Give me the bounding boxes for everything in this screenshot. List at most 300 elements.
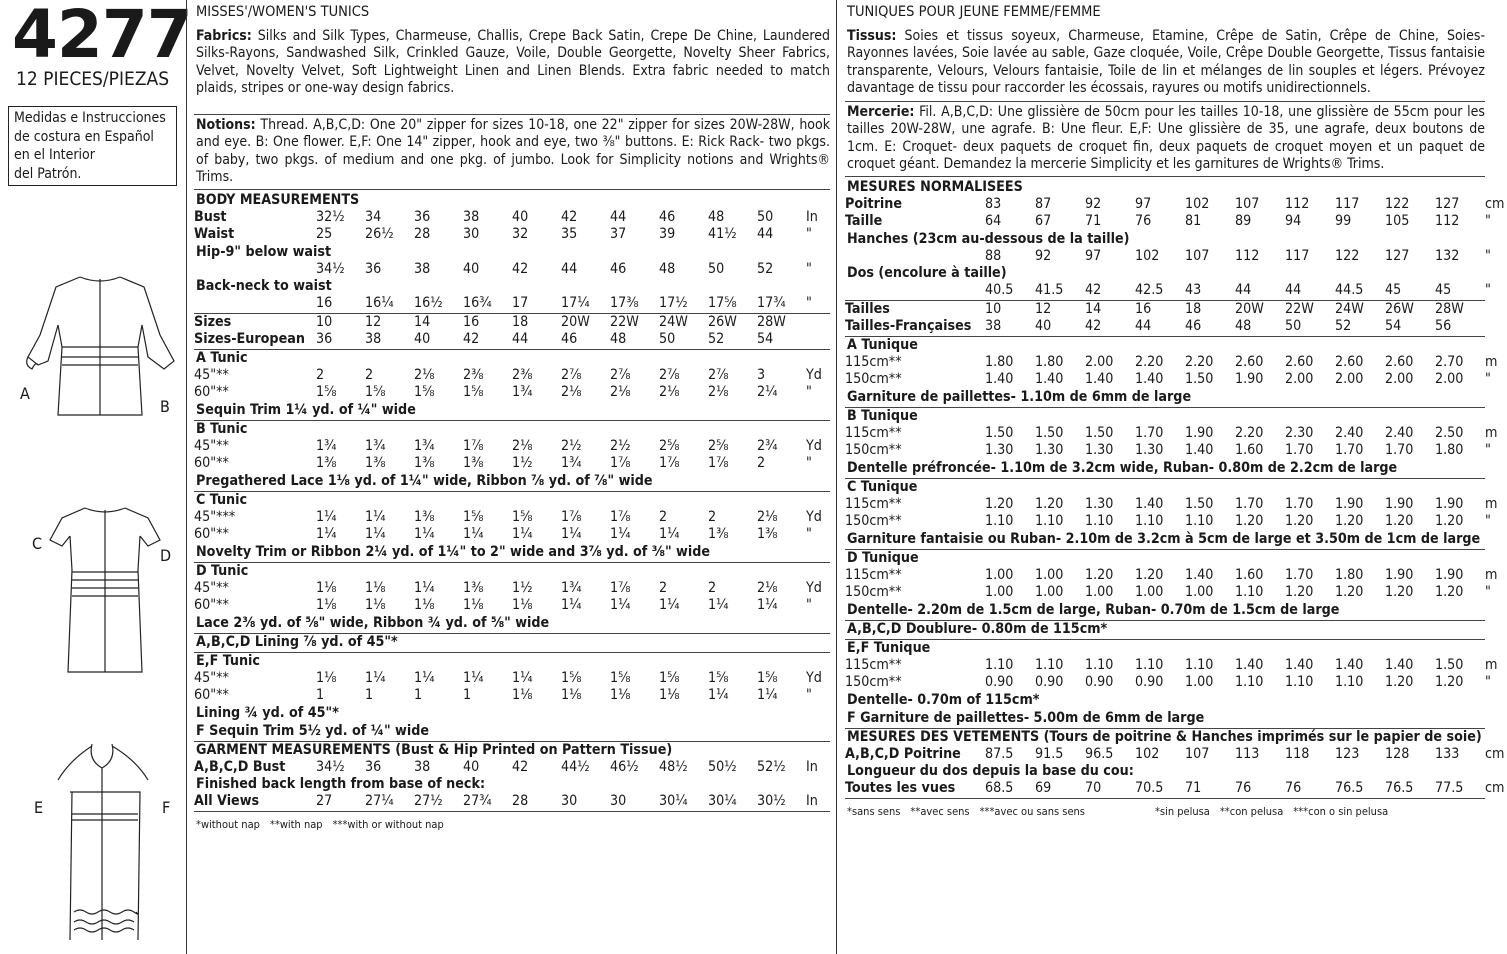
garment-bust-row (845, 745, 1505, 764)
value-cell: 1¼ (757, 597, 778, 614)
footnotes (845, 805, 1485, 818)
value-cell: 117 (1335, 195, 1360, 212)
value-cell: 99 (1335, 213, 1352, 230)
view-b-trim-note: Pregathered Lace 1⅛ yd. of 1¼" wide, Ribbon ⅞ yd. of ⅞" wide (196, 472, 653, 489)
value-cell: 1¼ (610, 597, 631, 614)
hip-heading: Hanches (23cm au-dessous de la taille) (847, 230, 1130, 247)
value-cell: 1¼ (512, 526, 533, 543)
value-cell: 1½ (512, 455, 533, 472)
row-label: 60"** (194, 455, 229, 472)
divider (845, 176, 1485, 177)
value-cell: 1⅝ (610, 669, 631, 686)
sizes-european-row (845, 318, 1485, 336)
sketch-ab-back-view (18, 265, 183, 430)
value-cell: 102 (1135, 247, 1160, 264)
footnote: **avec sens (910, 804, 970, 818)
value-cell: 1.40 (1085, 371, 1114, 388)
view-a-trim-note: Garniture de paillettes- 1.10m de 6mm de large (847, 388, 1192, 405)
english-column (194, 0, 830, 831)
view-ef-lining-note: Dentelle- 0.70m of 115cm* (847, 691, 1040, 708)
value-cell: 48½ (659, 758, 688, 775)
value-cell: 30 (610, 793, 627, 810)
value-cell: 1.90 (1235, 371, 1264, 388)
value-cell: 1.20 (985, 495, 1014, 512)
value-cell: 128 (1385, 745, 1410, 762)
value-cell: 46½ (610, 758, 639, 775)
value-cell: 2.00 (1335, 371, 1364, 388)
value-cell: 1.00 (1035, 566, 1064, 583)
spanish-line: del Patrón. (14, 165, 82, 182)
value-cell: 2⅞ (610, 366, 631, 383)
value-cell: 133 (1435, 745, 1460, 762)
view-ef-yardage-row-1 (845, 656, 1498, 675)
value-cell: 1.80 (1335, 566, 1364, 583)
value-cell: 71 (1085, 213, 1102, 230)
value-cell: 44 (757, 226, 774, 243)
value-cell: 2 (757, 455, 766, 472)
value-cell: 97 (1135, 195, 1152, 212)
unit-cell: " (806, 687, 812, 704)
unit-cell: m (1485, 656, 1498, 673)
spanish-line: en el Interior (14, 147, 95, 164)
value-cell: 1.20 (1085, 566, 1114, 583)
sketch-ef-back-view (40, 740, 170, 940)
value-cell: 1.70 (1385, 442, 1414, 459)
value-cell: 52 (1335, 318, 1352, 335)
view-label-e: E (34, 798, 44, 817)
row-label: 150cm** (845, 513, 902, 530)
value-cell: 1¾ (414, 437, 435, 454)
unit-cell: " (806, 295, 812, 312)
value-cell: 17⅝ (708, 295, 737, 312)
unit-cell: " (1485, 371, 1491, 388)
value-cell: 2⅜ (512, 366, 533, 383)
value-cell: 1⅞ (610, 455, 631, 472)
value-cell: 1⅛ (365, 597, 386, 614)
value-cell: 1⅜ (463, 455, 484, 472)
value-cell: 14 (414, 313, 431, 330)
value-cell: 113 (1235, 745, 1260, 762)
value-cell: 71 (1185, 780, 1202, 797)
value-cell: 40 (463, 758, 480, 775)
value-cell: 1.90 (1435, 566, 1464, 583)
footnotes (194, 818, 830, 831)
value-cell: 2.50 (1435, 424, 1464, 441)
value-cell: 1⅞ (708, 455, 729, 472)
value-cell: 40.5 (985, 282, 1014, 299)
value-cell: 48 (659, 260, 676, 277)
value-cell: 22W (610, 313, 639, 330)
value-cell: 1.50 (985, 424, 1014, 441)
value-cell: 32 (512, 226, 529, 243)
value-cell: 38 (365, 331, 382, 348)
value-cell: 1.50 (1435, 656, 1464, 673)
value-cell: 1.10 (1085, 656, 1114, 673)
sketch-cd-back-view (40, 500, 170, 680)
value-cell: 48 (708, 208, 725, 225)
value-cell: 16 (1135, 300, 1152, 317)
value-cell: 42 (561, 208, 578, 225)
value-cell: 1.40 (1235, 656, 1264, 673)
waist-row (194, 226, 830, 244)
view-ef-yardage-row-1 (194, 670, 830, 688)
value-cell: 1.70 (1285, 495, 1314, 512)
unit-cell: cm (1485, 195, 1505, 212)
view-d-yardage-row-2 (845, 584, 1491, 602)
value-cell: 2⅛ (757, 579, 778, 596)
value-cell: 2⅞ (708, 366, 729, 383)
value-cell: 1.80 (1435, 442, 1464, 459)
value-cell: 91.5 (1035, 745, 1064, 762)
value-cell: 102 (1135, 745, 1160, 762)
value-cell: 1⅝ (463, 384, 484, 401)
value-cell: 1.20 (1435, 584, 1464, 601)
value-cell: 48 (1235, 318, 1252, 335)
value-cell: 50 (708, 260, 725, 277)
unit-cell: cm (1485, 780, 1505, 797)
value-cell: 2.20 (1235, 424, 1264, 441)
value-cell: 40 (463, 260, 480, 277)
value-cell: 76 (1235, 780, 1252, 797)
row-label: 45"*** (194, 508, 236, 525)
value-cell: 1 (463, 687, 472, 704)
value-cell: 1.90 (1185, 424, 1214, 441)
unit-cell: " (1485, 584, 1491, 601)
value-cell: 2.70 (1435, 353, 1464, 370)
value-cell: 36 (414, 208, 431, 225)
value-cell: 16¾ (463, 295, 492, 312)
value-cell: 20W (561, 313, 590, 330)
value-cell: 1.40 (1035, 371, 1064, 388)
value-cell: 2⅛ (659, 384, 680, 401)
value-cell: 0.90 (985, 674, 1014, 691)
waist-row (845, 213, 1491, 231)
value-cell: 17¾ (757, 295, 786, 312)
sizes-european-row (194, 331, 830, 349)
row-label: Taille (845, 213, 883, 230)
value-cell: 1.50 (1085, 424, 1114, 441)
value-cell: 1¼ (757, 687, 778, 704)
value-cell: 1.10 (985, 513, 1014, 530)
back-waist-row (845, 282, 1491, 300)
value-cell: 1.00 (1035, 584, 1064, 601)
view-d-heading: D Tunic (196, 562, 249, 579)
value-cell: 2.60 (1385, 353, 1414, 370)
value-cell: 1.10 (1035, 513, 1064, 530)
value-cell: 1⅝ (463, 508, 484, 525)
value-cell: 17¼ (561, 295, 590, 312)
value-cell: 1.40 (985, 371, 1014, 388)
value-cell: 1¼ (414, 579, 435, 596)
value-cell: 94 (1285, 213, 1302, 230)
value-cell: 26W (1385, 300, 1414, 317)
value-cell: 34 (365, 208, 382, 225)
value-cell: 1¾ (365, 437, 386, 454)
unit-cell: In (806, 793, 818, 810)
value-cell: 1⅝ (757, 669, 778, 686)
value-cell: 1.30 (985, 442, 1014, 459)
value-cell: 1.20 (1035, 495, 1064, 512)
fabrics-paragraph (196, 28, 830, 98)
view-label-c: C (32, 534, 43, 553)
value-cell: 14 (1085, 300, 1102, 317)
value-cell: 24W (1335, 300, 1364, 317)
value-cell: 1.20 (1385, 584, 1414, 601)
value-cell: 83 (985, 195, 1002, 212)
unit-cell: Yd (806, 579, 822, 596)
footnote: **with nap (269, 817, 323, 831)
section-title: MISSES'/WOMEN'S TUNICS (196, 4, 370, 20)
value-cell: 118 (1285, 745, 1310, 762)
value-cell: 10 (985, 300, 1002, 317)
view-c-yardage-row-2 (194, 526, 830, 544)
value-cell: 16½ (414, 295, 443, 312)
unit-cell: m (1485, 495, 1498, 512)
value-cell: 1⅝ (561, 669, 582, 686)
value-cell: 44 (561, 260, 578, 277)
value-cell: 1.10 (1185, 656, 1214, 673)
value-cell: 38 (463, 208, 480, 225)
value-cell: 54 (1385, 318, 1402, 335)
value-cell: 2.00 (1285, 371, 1314, 388)
value-cell: 87 (1035, 195, 1052, 212)
value-cell: 1⅛ (414, 597, 435, 614)
value-cell: 1⅝ (708, 669, 729, 686)
value-cell: 1.40 (1335, 656, 1364, 673)
unit-cell: Yd (806, 437, 822, 454)
value-cell: 1.40 (1185, 442, 1214, 459)
view-d-yardage-row-1 (845, 566, 1498, 585)
section-divider (845, 798, 1485, 799)
footnote: *sin pelusa (1154, 804, 1210, 818)
view-b-yardage-row-1 (845, 424, 1498, 443)
value-cell: 107 (1185, 247, 1210, 264)
value-cell: 1.10 (1135, 656, 1164, 673)
back-length-heading: Finished back length from base of neck: (196, 776, 486, 793)
value-cell: 68.5 (985, 780, 1014, 797)
value-cell: 1.60 (1235, 566, 1264, 583)
value-cell: 44 (512, 331, 529, 348)
value-cell: 2.60 (1335, 353, 1364, 370)
view-label-f: F (162, 798, 171, 817)
view-d-heading: D Tunique (847, 549, 919, 566)
value-cell: 1½ (512, 579, 533, 596)
left-panel (0, 0, 192, 954)
unit-cell: " (1485, 513, 1491, 530)
unit-cell: In (806, 208, 818, 225)
garment-measurements-heading: GARMENT MEASUREMENTS (Bust & Hip Printed on Pattern Tissue) (196, 741, 673, 758)
value-cell: 1.60 (1235, 442, 1264, 459)
value-cell: 127 (1385, 247, 1410, 264)
value-cell: 1⅛ (512, 597, 533, 614)
unit-cell: " (806, 526, 812, 543)
value-cell: 2½ (561, 437, 582, 454)
value-cell: 1.70 (1285, 442, 1314, 459)
unit-cell: Yd (806, 366, 822, 383)
unit-cell: m (1485, 353, 1498, 370)
value-cell: 39 (659, 226, 676, 243)
value-cell: 1.50 (1185, 495, 1214, 512)
view-b-heading: B Tunic (196, 420, 248, 437)
unit-cell: m (1485, 424, 1498, 441)
value-cell: 1.00 (985, 584, 1014, 601)
value-cell: 1⅝ (659, 669, 680, 686)
view-c-trim-note: Novelty Trim or Ribbon 2¼ yd. of 1¼" to 2" wide and 3⅞ yd. of ⅜" wide (196, 543, 711, 560)
value-cell: 1.10 (1335, 674, 1364, 691)
row-label: Tailles-Françaises (845, 318, 972, 335)
value-cell: 17½ (659, 295, 688, 312)
back-waist-heading: Dos (encolure à taille) (847, 265, 1007, 282)
value-cell: 96.5 (1085, 745, 1114, 762)
row-label: 60"** (194, 526, 229, 543)
value-cell: 17⅜ (610, 295, 639, 312)
value-cell: 27 (316, 793, 333, 810)
value-cell: 112 (1435, 213, 1460, 230)
value-cell: 1.10 (1185, 513, 1214, 530)
value-cell: 2.00 (1435, 371, 1464, 388)
row-label: Sizes-European (194, 331, 305, 348)
value-cell: 107 (1235, 195, 1260, 212)
value-cell: 44 (1235, 282, 1252, 299)
value-cell: 18 (512, 313, 529, 330)
value-cell: 1.20 (1235, 513, 1264, 530)
value-cell: 1.30 (1035, 442, 1064, 459)
value-cell: 44 (1285, 282, 1302, 299)
value-cell: 97 (1085, 247, 1102, 264)
value-cell: 50½ (708, 758, 737, 775)
row-label: Poitrine (845, 195, 903, 212)
unit-cell: m (1485, 566, 1498, 583)
value-cell: 2⅛ (512, 437, 533, 454)
value-cell: 1.40 (1185, 566, 1214, 583)
value-cell: 1.90 (1385, 566, 1414, 583)
value-cell: 2.30 (1285, 424, 1314, 441)
unit-cell: " (806, 455, 812, 472)
unit-cell: " (806, 597, 812, 614)
value-cell: 12 (365, 313, 382, 330)
value-cell: 1¼ (365, 669, 386, 686)
value-cell: 28 (512, 793, 529, 810)
value-cell: 42.5 (1135, 282, 1164, 299)
value-cell: 1.00 (1185, 584, 1214, 601)
value-cell: 17 (512, 295, 529, 312)
body-measurements-heading: BODY MEASUREMENTS (196, 191, 360, 208)
value-cell: 2.00 (1385, 371, 1414, 388)
value-cell: 36 (365, 260, 382, 277)
value-cell: 105 (1385, 213, 1410, 230)
value-cell: 1.10 (985, 656, 1014, 673)
value-cell: 1⅛ (463, 597, 484, 614)
value-cell: 25 (316, 226, 333, 243)
value-cell: 30½ (757, 793, 786, 810)
value-cell: 1⅛ (365, 579, 386, 596)
value-cell: 1⅞ (463, 437, 484, 454)
bust-row (194, 209, 830, 227)
row-label: 115cm** (845, 353, 902, 370)
row-label: Tailles (845, 300, 890, 317)
view-d-yardage-row-1 (194, 580, 830, 598)
footnote: ***avec ou sans sens (979, 804, 1085, 818)
footnote: **con pelusa (1219, 804, 1284, 818)
value-cell: 44 (1135, 318, 1152, 335)
view-a-heading: A Tunique (847, 336, 918, 353)
footnote: ***con o sin pelusa (1293, 804, 1389, 818)
value-cell: 40 (1035, 318, 1052, 335)
value-cell: 1.20 (1385, 513, 1414, 530)
value-cell: 122 (1385, 195, 1410, 212)
value-cell: 1.80 (985, 353, 1014, 370)
value-cell: 122 (1335, 247, 1360, 264)
value-cell: 2⅛ (757, 508, 778, 525)
value-cell: 35 (561, 226, 578, 243)
row-label: 115cm** (845, 424, 902, 441)
footnote: ***with or without nap (332, 817, 444, 831)
value-cell: 2 (708, 579, 717, 596)
value-cell: 30¼ (708, 793, 737, 810)
value-cell: 26½ (365, 226, 394, 243)
value-cell: 70 (1085, 780, 1102, 797)
value-cell: 1⅜ (463, 579, 484, 596)
value-cell: 1.90 (1435, 495, 1464, 512)
view-f-sequin-note: F Sequin Trim 5½ yd. of ¼" wide (196, 722, 430, 739)
value-cell: 1⅞ (561, 508, 582, 525)
value-cell: 2⅞ (659, 366, 680, 383)
value-cell: 1⅝ (512, 508, 533, 525)
row-label: 45"** (194, 579, 229, 596)
row-label: 60"** (194, 384, 229, 401)
garment-bust-row (194, 759, 830, 777)
value-cell: 1.40 (1285, 656, 1314, 673)
value-cell: 36 (316, 331, 333, 348)
value-cell: 1⅜ (708, 526, 729, 543)
value-cell: 1.20 (1335, 584, 1364, 601)
view-a-yardage-row-1 (194, 367, 830, 385)
value-cell: 46 (561, 331, 578, 348)
value-cell: 1.10 (1035, 656, 1064, 673)
value-cell: 26W (708, 313, 737, 330)
value-cell: 1¼ (610, 526, 631, 543)
value-cell: 76 (1285, 780, 1302, 797)
value-cell: 112 (1235, 247, 1260, 264)
value-cell: 1.70 (1335, 442, 1364, 459)
row-label: 45"** (194, 669, 229, 686)
value-cell: 38 (985, 318, 1002, 335)
value-cell: 38 (414, 260, 431, 277)
back-waist-heading: Back-neck to waist (196, 278, 332, 295)
unit-cell: " (1485, 213, 1491, 230)
value-cell: 20W (1235, 300, 1264, 317)
value-cell: 42 (463, 331, 480, 348)
value-cell: 1.20 (1285, 513, 1314, 530)
value-cell: 70.5 (1135, 780, 1164, 797)
row-label: A,B,C,D Poitrine (845, 745, 961, 762)
value-cell: 43 (1185, 282, 1202, 299)
view-d-trim-note: Dentelle- 2.20m de 1.5cm de large, Ruban- 0.70m de 1.5cm de large (847, 601, 1340, 618)
sizes-row (845, 301, 1485, 319)
view-f-sequin-note: F Garniture de paillettes- 5.00m de 6mm de large (847, 709, 1205, 726)
value-cell: 30 (561, 793, 578, 810)
unit-cell: In (806, 758, 818, 775)
value-cell: 46 (610, 260, 627, 277)
view-b-yardage-row-1 (194, 438, 830, 456)
value-cell: 1.30 (1085, 495, 1114, 512)
value-cell: 1⅜ (414, 455, 435, 472)
value-cell: 40 (512, 208, 529, 225)
value-cell: 1.00 (985, 566, 1014, 583)
view-b-trim-note: Dentelle préfroncée- 1.10m de 3.2cm wide, Ruban- 0.80m de 2.2cm de large (847, 459, 1398, 476)
value-cell: 50 (757, 208, 774, 225)
value-cell: 48 (610, 331, 627, 348)
